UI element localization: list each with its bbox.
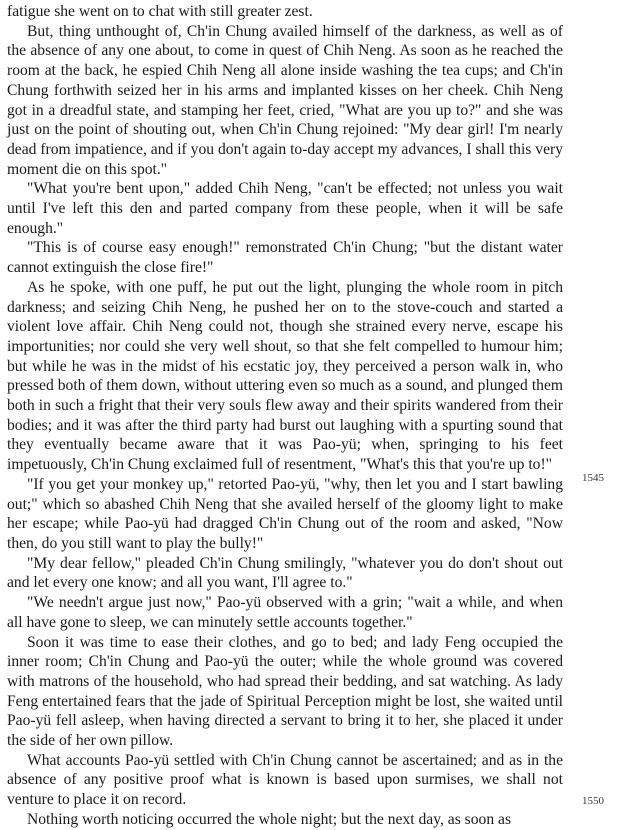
paragraph: "What you're bent upon," added Chih Neng, "can't be effected; not unless you wait until I've left this den and parted company from these people, when it will be safe enough." bbox=[7, 180, 563, 237]
paragraph-continued: fatigue she went on to chat with still greater zest. bbox=[7, 3, 313, 20]
paragraph: Soon it was time to ease their clothes, and go to bed; and lady Feng occupied the inner room; Ch'in Chung and Pao-yü the outer; while the whole ground was covered with matrons of the household, who had spread their bedding, and sat watching. As lady Feng entertained fears that the jade of Spiritual Perception might be lost, she waited until Pao-yü fell asleep, when having directed a servant to bring it to her, she placed it under the side of her own pillow. bbox=[7, 633, 563, 750]
paragraph: But, thing unthought of, Ch'in Chung availed himself of the darkness, as well as of the absence of any one about, to come in quest of Chih Neng. As soon as he reached the room at the back, he espied Chih Neng all alone inside washing the tea cups; and Ch'in Chung forthwith seized her in his arms and implanted kisses on her cheek. Chih Neng got in a dreadful state, and stamping her feet, cried, "What are you up to?" and she was just on the point of shouting out, when Ch'in Chung rejoined: "My dear girl! I'm nearly dead from impatience, and if you don't again to-day accept my advances, I shall this very moment die on this spot." bbox=[7, 22, 563, 178]
paragraph: As he spoke, with one puff, he put out the light, plunging the whole room in pitch darkness; and seizing Chih Neng, he pushed her on to the stove-couch and started a violent love affair. Chih Neng could not, though she strained every nerve, escape his importunities; nor could she very well shout, so that she felt compelled to humour him; but while he was in the midst of his ecstatic joy, they perceived a person walk in, who pressed both of them down, without uttering even so much as a sound, and plunged them both in such a fright that their very souls flew away and their spirits wandered from their bodies; and it was after the third party had burst out laughing with a spurting sound that they eventually became aware that it was Pao-yü; when, springing to his feet impetuously, Ch'in Chung exclaimed full of resentment, "What's this that you're up to!" bbox=[7, 278, 563, 474]
line-number: 1545 bbox=[582, 472, 604, 484]
paragraph: "This is of course easy enough!" remonstrated Ch'in Chung; "but the distant water cannot extinguish the close fire!" bbox=[7, 239, 563, 277]
paragraph: "My dear fellow," pleaded Ch'in Chung smilingly, "whatever you do don't shout out and let every one know; and all you want, I'll agree to." bbox=[7, 554, 563, 592]
text-column bbox=[7, 2, 563, 830]
paragraph: Nothing worth noticing occurred the whole night; but the next day, as soon as bbox=[27, 810, 512, 828]
paragraph: What accounts Pao-yü settled with Ch'in Chung cannot be ascertained; and as in the absence of any positive proof what is known is based upon surmises, we shall not venture to place it on record. bbox=[7, 751, 563, 809]
paragraph: "We needn't argue just now," Pao-yü observed with a grin; "wait a while, and when all have gone to sleep, we can minutely settle accounts together." bbox=[7, 594, 563, 631]
line-number: 1550 bbox=[582, 795, 604, 807]
paragraph: "If you get your monkey up," retorted Pao-yü, "why, then let you and I start bawling out;" which so abashed Chih Neng that she availed herself of the gloomy light to make her escape; while Pao-yü had dragged Ch'in Chung out of the room and asked, "Now then, do you still want to play the bully!" bbox=[7, 475, 563, 552]
